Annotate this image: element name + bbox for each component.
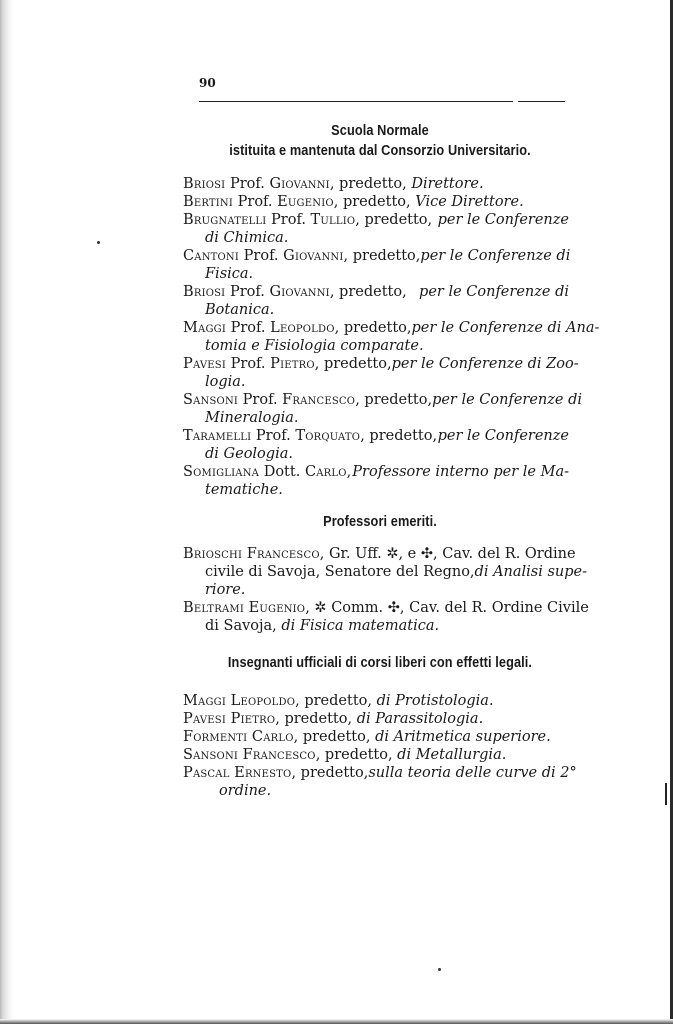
list-item: Bertini Prof. Eugenio, predetto, Vice Direttore.	[183, 194, 524, 210]
list-item: Sansoni Prof. Francesco, predetto, per le Conferenze di Mineralogia.	[183, 392, 583, 426]
list-item: Pascal Ernesto, predetto, sulla teoria delle curve di 2° ordine.	[183, 765, 577, 799]
section-title-insegnanti: Insegnanti ufficiali di corsi liberi con effetti legali.	[227, 655, 533, 671]
ink-speck	[97, 241, 100, 244]
list-item: Briosi Prof. Giovanni, predetto, per le Conferenze di Botanica.	[183, 284, 569, 318]
page-number: 90	[199, 76, 216, 90]
list-item: Briosi Prof. Giovanni, predetto, Direttore.	[183, 176, 484, 192]
list-item: Brioschi Francesco , Gr. Uff. ✲, e ✣, Cav. del R. Ordine civile di Savoja, Senatore del Regno, di Analisi supe- riore.	[183, 546, 588, 598]
ink-speck	[438, 968, 441, 971]
list-item: Pavesi Pietro, predetto, di Parassitologia.	[183, 711, 484, 727]
list-item: Maggi Leopoldo, predetto, di Protistologia.	[183, 693, 494, 709]
section-title-emeriti: Professori emeriti.	[323, 514, 437, 530]
list-item: Somigliana Dott. Carlo, Professore interno per le Ma- tematiche.	[183, 464, 569, 498]
list-item: Pavesi Prof. Pietro, predetto, per le Conferenze di Zoo- logia.	[183, 356, 579, 390]
list-item: Taramelli Prof. Torquato, predetto, per le Conferenze di Geologia.	[183, 428, 569, 462]
margin-mark	[665, 783, 667, 805]
page-edge-bottom	[0, 1019, 673, 1024]
section-title-scuola: Scuola Normale	[331, 123, 429, 139]
header-rule-short	[518, 101, 565, 102]
list-item: Beltrami Eugenio , ✲ Comm. ✣, Cav. del R. Ordine Civile di Savoja, di Fisica matematica.	[183, 600, 589, 634]
header-rule	[199, 101, 513, 102]
page-edge-left	[0, 0, 14, 1024]
list-item: Brugnatelli Prof. Tullio, predetto, per le Conferenze di Chimica.	[183, 212, 569, 246]
list-item: Maggi Prof. Leopoldo, predetto, per le Conferenze di Ana- tomia e Fisiologia comparate.	[183, 320, 600, 354]
list-item: Cantoni Prof. Giovanni, predetto, per le Conferenze di Fisica.	[183, 248, 571, 282]
section-subtitle-scuola: istituita e mantenuta dal Consorzio Universitario.	[229, 143, 531, 159]
list-item: Sansoni Francesco, predetto, di Metallurgia.	[183, 747, 507, 763]
list-item: Formenti Carlo, predetto, di Aritmetica superiore.	[183, 729, 551, 745]
